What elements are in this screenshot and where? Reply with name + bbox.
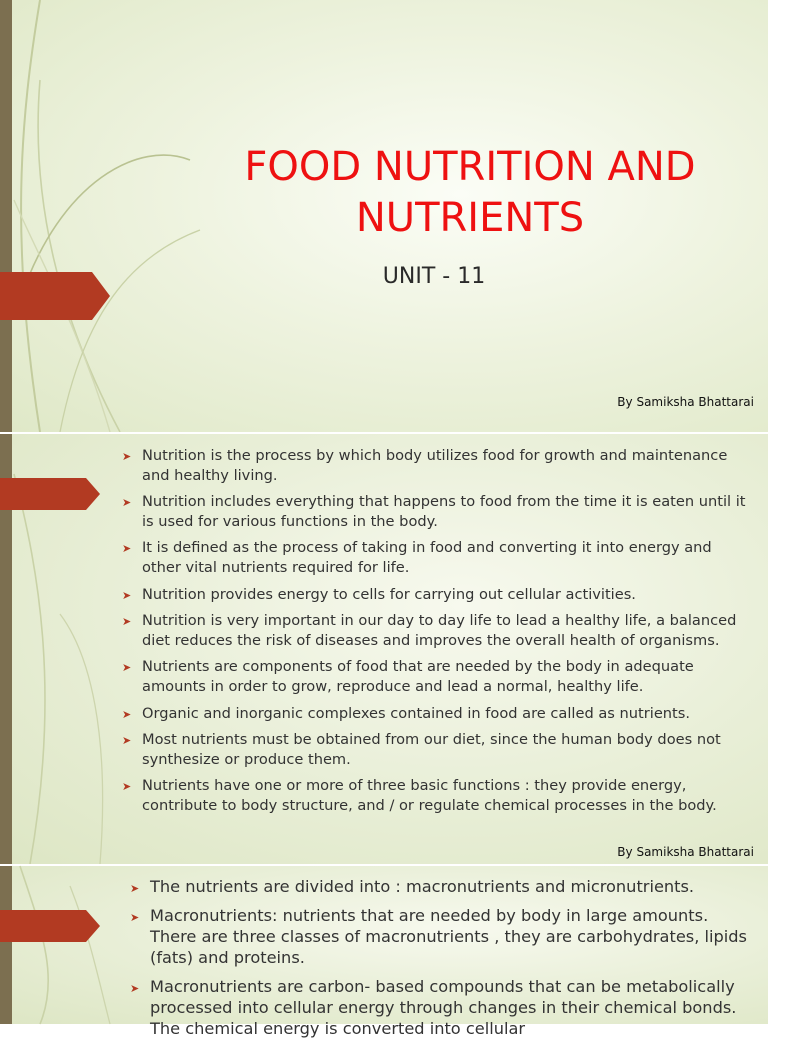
list-item: ➤ Nutrients have one or more of three basic functions : they provide energy, contribute to body structure, and / or regulate chemical processes in the body. [122, 777, 717, 814]
title-line: NUTRIENTS [355, 195, 585, 241]
author-byline: By Samiksha Bhattarai [617, 395, 754, 409]
arrow-right-icon: ➤ [122, 588, 132, 602]
list-item: ➤ Nutrients are components of food that are needed by the body in adequate amounts in order to grow, reproduce and lead a normal, healthy life. [122, 658, 694, 695]
chevron-tab-icon [0, 272, 110, 320]
list-item: ➤ The nutrients are divided into : macronutrients and micronutrients. [130, 876, 750, 897]
chevron-tab-icon [0, 910, 100, 942]
arrow-right-icon: ➤ [122, 780, 132, 794]
list-item: ➤ Nutrition is very important in our day to day life to lead a healthy life, a balanced diet reduces the risk of diseases and improves the overall health of organisms. [122, 612, 737, 649]
nutrition-slide [0, 434, 768, 864]
arrow-right-icon: ➤ [122, 496, 132, 510]
bullet-list [130, 876, 750, 1047]
list-item: ➤ It is defined as the process of taking in food and converting it into energy and other vital nutrients required for life. [122, 539, 712, 576]
arrow-right-icon: ➤ [130, 982, 140, 995]
arrow-right-icon: ➤ [122, 615, 132, 629]
slide-subtitle: UNIT - 11 [382, 264, 486, 289]
arrow-right-icon: ➤ [122, 542, 132, 556]
list-item: ➤ Most nutrients must be obtained from our diet, since the human body does not synthesize or produce them. [122, 731, 721, 768]
list-item: ➤ Nutrition provides energy to cells for carrying out cellular activities. [122, 585, 748, 605]
list-item: ➤ Nutrition includes everything that happens to food from the time it is eaten until it is used for various functions in the body. [122, 493, 746, 530]
arrow-right-icon: ➤ [122, 734, 132, 748]
title-slide [0, 0, 768, 432]
arrow-right-icon: ➤ [130, 882, 140, 895]
list-item: ➤ Macronutrients are carbon- based compounds that can be metabolically processed into cellular energy through changes in their chemical bonds. The chemical energy is converted into cellular [130, 977, 737, 1038]
list-item: ➤ Organic and inorganic complexes contained in food are called as nutrients. [122, 704, 748, 724]
author-byline: By Samiksha Bhattarai [617, 845, 754, 859]
title-line: FOOD NUTRITION AND [244, 144, 696, 190]
arrow-right-icon: ➤ [122, 661, 132, 675]
arrow-right-icon: ➤ [122, 707, 132, 721]
arrow-right-icon: ➤ [122, 450, 132, 463]
chevron-tab-icon [0, 478, 100, 510]
slide-title [150, 142, 790, 244]
bullet-list [122, 446, 748, 823]
list-item: ➤ Nutrition is the process by which body utilizes food for growth and maintenance and healthy living. [122, 447, 728, 484]
list-item: ➤ Macronutrients: nutrients that are needed by body in large amounts. There are three classes of macronutrients , they are carbohydrates, lipids (fats) and proteins. [130, 906, 747, 967]
edge-bar [0, 866, 12, 1024]
nutrients-slide [0, 866, 768, 1038]
arrow-right-icon: ➤ [130, 911, 140, 924]
edge-bar [0, 0, 12, 432]
